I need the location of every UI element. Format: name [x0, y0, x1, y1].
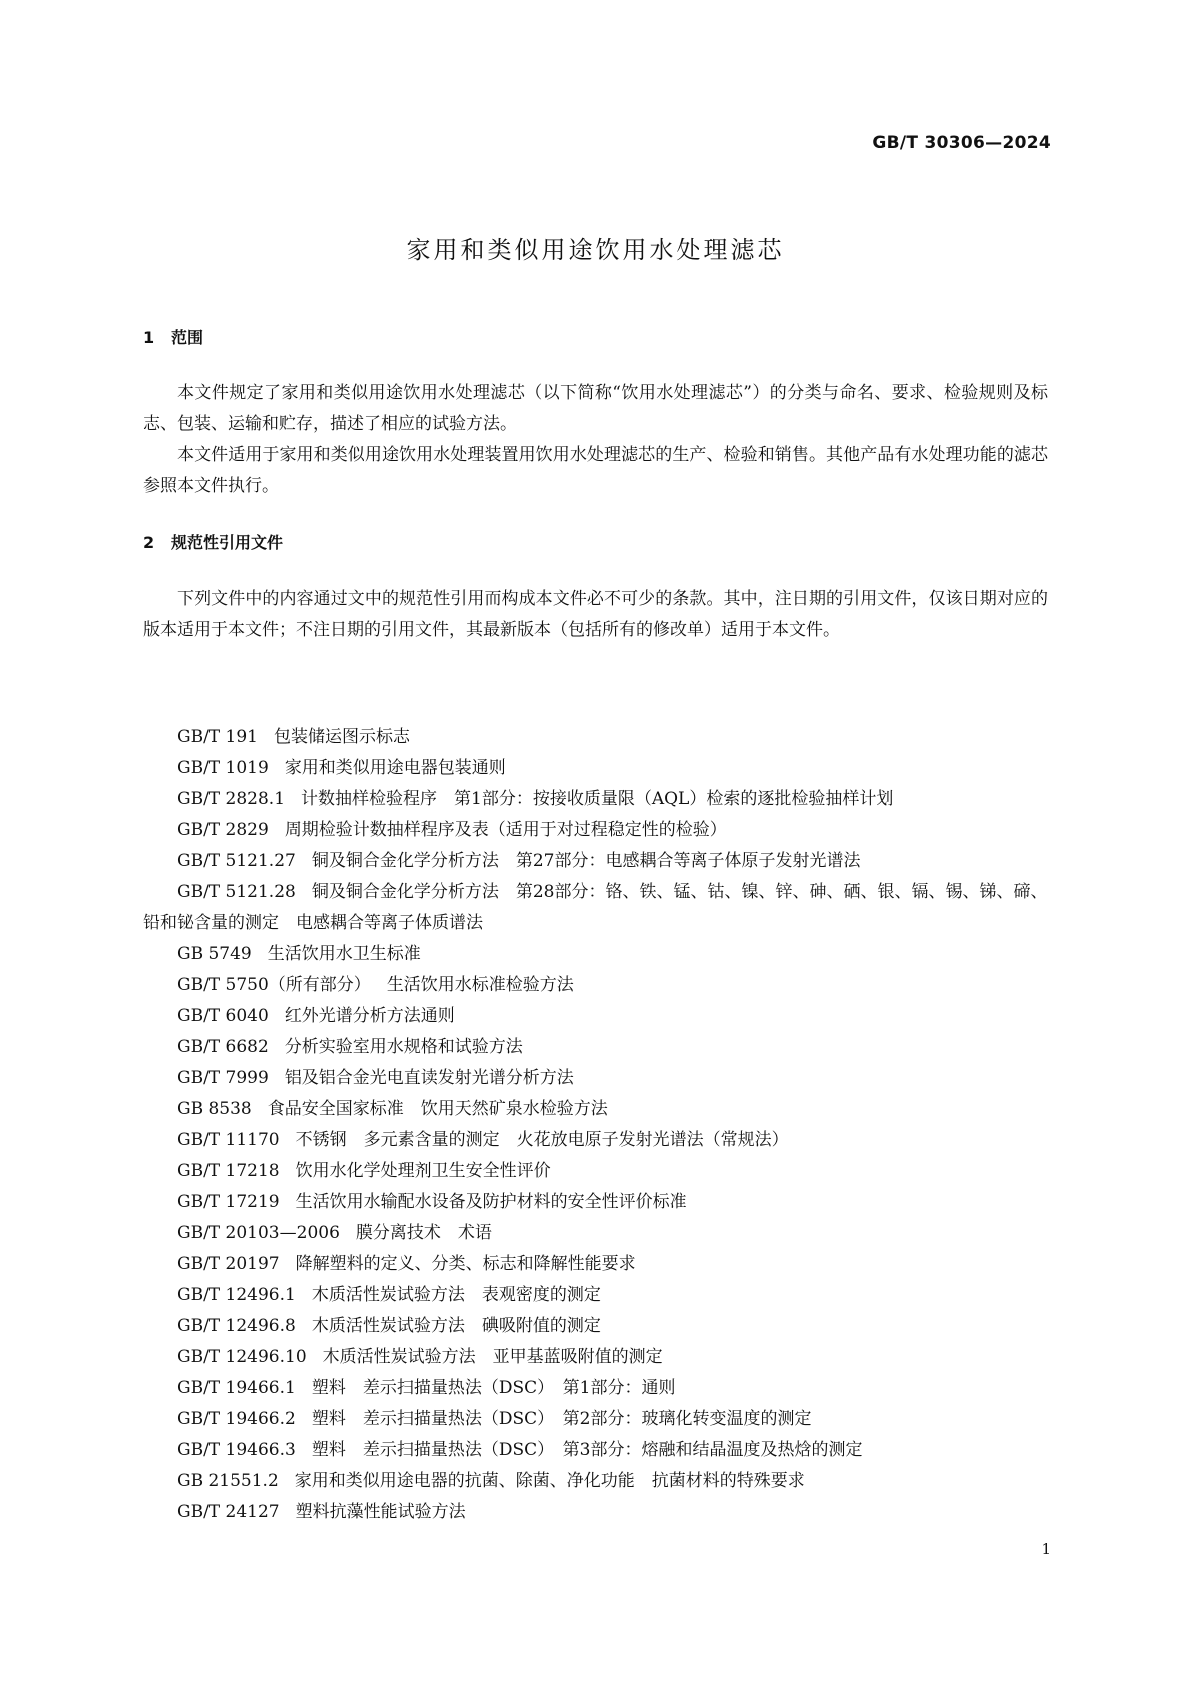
reference-code: GB/T 6682: [177, 1037, 269, 1057]
reference-code: GB/T 24127: [177, 1502, 280, 1522]
reference-title: 塑料 差示扫描量热法（DSC） 第2部分：玻璃化转变温度的测定: [311, 1409, 812, 1429]
reference-code: GB/T 7999: [177, 1068, 269, 1088]
paragraph: 下列文件中的内容通过文中的规范性引用而构成本文件必不可少的条款。其中，注日期的引用文件，仅该日期对应的版本适用于本文件；不注日期的引用文件，其最新版本（包括所有的修改单）适用于本文件。: [143, 589, 1048, 640]
paragraph: 本文件适用于家用和类似用途饮用水处理装置用饮用水处理滤芯的生产、检验和销售。其他产品有水处理功能的滤芯参照本文件执行。: [143, 445, 1048, 496]
reference-code: GB/T 2829: [177, 820, 269, 840]
reference-code: GB/T 1019: [177, 758, 269, 778]
reference-title: 铝及铝合金光电直读发射光谱分析方法: [284, 1068, 574, 1088]
section-number: 1: [143, 328, 155, 347]
reference-item: [143, 1373, 1048, 1404]
reference-item: [143, 1156, 1048, 1187]
reference-item: [143, 1311, 1048, 1342]
reference-list: [143, 722, 1048, 1528]
reference-title: 铜及铜合金化学分析方法 第27部分：电感耦合等离子体原子发射光谱法: [311, 851, 861, 871]
reference-item: [143, 815, 1048, 846]
reference-code: GB/T 5121.28: [177, 882, 296, 902]
document-title: 家用和类似用途饮用水处理滤芯: [406, 236, 785, 264]
reference-code: GB 8538: [177, 1099, 252, 1119]
section-title: 规范性引用文件: [171, 533, 284, 552]
section-title: 范围: [171, 328, 204, 347]
reference-title: 生活饮用水输配水设备及防护材料的安全性评价标准: [295, 1192, 687, 1212]
reference-title: 木质活性炭试验方法 表观密度的测定: [311, 1285, 601, 1305]
reference-code: GB/T 5750（所有部分）: [177, 975, 371, 995]
reference-title: 生活饮用水卫生标准: [267, 944, 421, 964]
reference-item: [143, 1435, 1048, 1466]
reference-item: [143, 1032, 1048, 1063]
reference-code: GB/T 17218: [177, 1161, 280, 1181]
reference-item: [143, 1125, 1048, 1156]
section-1-body: [143, 378, 1048, 502]
reference-title: 食品安全国家标准 饮用天然矿泉水检验方法: [267, 1099, 608, 1119]
reference-title: 饮用水化学处理剂卫生安全性评价: [295, 1161, 551, 1181]
reference-item: [143, 970, 1048, 1001]
reference-title: 降解塑料的定义、分类、标志和降解性能要求: [295, 1254, 636, 1274]
reference-item: [143, 1218, 1048, 1249]
reference-item: [143, 722, 1048, 753]
reference-code: GB/T 12496.10: [177, 1347, 307, 1367]
reference-item: [143, 784, 1048, 815]
reference-code: GB/T 19466.2: [177, 1409, 296, 1429]
reference-code: GB 5749: [177, 944, 252, 964]
section-number: 2: [143, 533, 155, 552]
reference-title: 家用和类似用途电器的抗菌、除菌、净化功能 抗菌材料的特殊要求: [294, 1471, 805, 1491]
reference-item: [143, 1187, 1048, 1218]
reference-code: GB/T 2828.1: [177, 789, 286, 809]
reference-title: 生活饮用水标准检验方法: [386, 975, 574, 995]
reference-title: 包装储运图示标志: [274, 727, 410, 747]
reference-title: 计数抽样检验程序 第1部分：按接收质量限（AQL）检索的逐批检验抽样计划: [301, 789, 894, 809]
reference-title: 塑料抗藻性能试验方法: [295, 1502, 466, 1522]
reference-title: 铜及铜合金化学分析方法 第28部分：铬、铁、锰、钴、镍、锌、砷、硒、银、镉、锡、锑、碲、铅和铋含量的测定 电感耦合等离子体质谱法: [143, 882, 1048, 933]
reference-code: GB/T 191: [177, 727, 258, 747]
reference-code: GB/T 20197: [177, 1254, 280, 1274]
reference-item: [143, 1094, 1048, 1125]
reference-item: [143, 1342, 1048, 1373]
reference-title: 木质活性炭试验方法 亚甲基蓝吸附值的测定: [322, 1347, 663, 1367]
reference-item: [143, 1466, 1048, 1497]
reference-item: [143, 1404, 1048, 1435]
reference-item: [143, 846, 1048, 877]
reference-code: GB/T 12496.1: [177, 1285, 296, 1305]
standard-code: GB/T 30306—2024: [872, 133, 1051, 153]
reference-title: 分析实验室用水规格和试验方法: [284, 1037, 523, 1057]
reference-item: [143, 1280, 1048, 1311]
reference-title: 膜分离技术 术语: [355, 1223, 492, 1243]
reference-code: GB 21551.2: [177, 1471, 279, 1491]
reference-item: [143, 939, 1048, 970]
reference-title: 塑料 差示扫描量热法（DSC） 第1部分：通则: [311, 1378, 676, 1398]
reference-code: GB/T 19466.3: [177, 1440, 296, 1460]
reference-title: 周期检验计数抽样程序及表（适用于对过程稳定性的检验）: [284, 820, 727, 840]
reference-item: [143, 1063, 1048, 1094]
reference-title: 木质活性炭试验方法 碘吸附值的测定: [311, 1316, 601, 1336]
paragraph: 本文件规定了家用和类似用途饮用水处理滤芯（以下简称“饮用水处理滤芯”）的分类与命名、要求、检验规则及标志、包装、运输和贮存，描述了相应的试验方法。: [143, 383, 1048, 434]
reference-item: [143, 877, 1048, 939]
reference-title: 红外光谱分析方法通则: [284, 1006, 455, 1026]
reference-title: 塑料 差示扫描量热法（DSC） 第3部分：熔融和结晶温度及热焓的测定: [311, 1440, 863, 1460]
reference-item: [143, 1001, 1048, 1032]
reference-code: GB/T 20103—2006: [177, 1223, 340, 1243]
reference-title: 家用和类似用途电器包装通则: [284, 758, 506, 778]
page-number: 1: [1041, 1540, 1051, 1558]
reference-code: GB/T 17219: [177, 1192, 280, 1212]
reference-item: [143, 1249, 1048, 1280]
reference-title: 不锈钢 多元素含量的测定 火花放电原子发射光谱法（常规法）: [295, 1130, 789, 1150]
reference-code: GB/T 12496.8: [177, 1316, 296, 1336]
reference-code: GB/T 19466.1: [177, 1378, 296, 1398]
reference-code: GB/T 6040: [177, 1006, 269, 1026]
reference-code: GB/T 11170: [177, 1130, 280, 1150]
reference-code: GB/T 5121.27: [177, 851, 296, 871]
section-2-body: [143, 584, 1048, 646]
reference-item: [143, 753, 1048, 784]
reference-item: [143, 1497, 1048, 1528]
section-2-heading: [143, 530, 283, 553]
section-1-heading: [143, 325, 203, 348]
